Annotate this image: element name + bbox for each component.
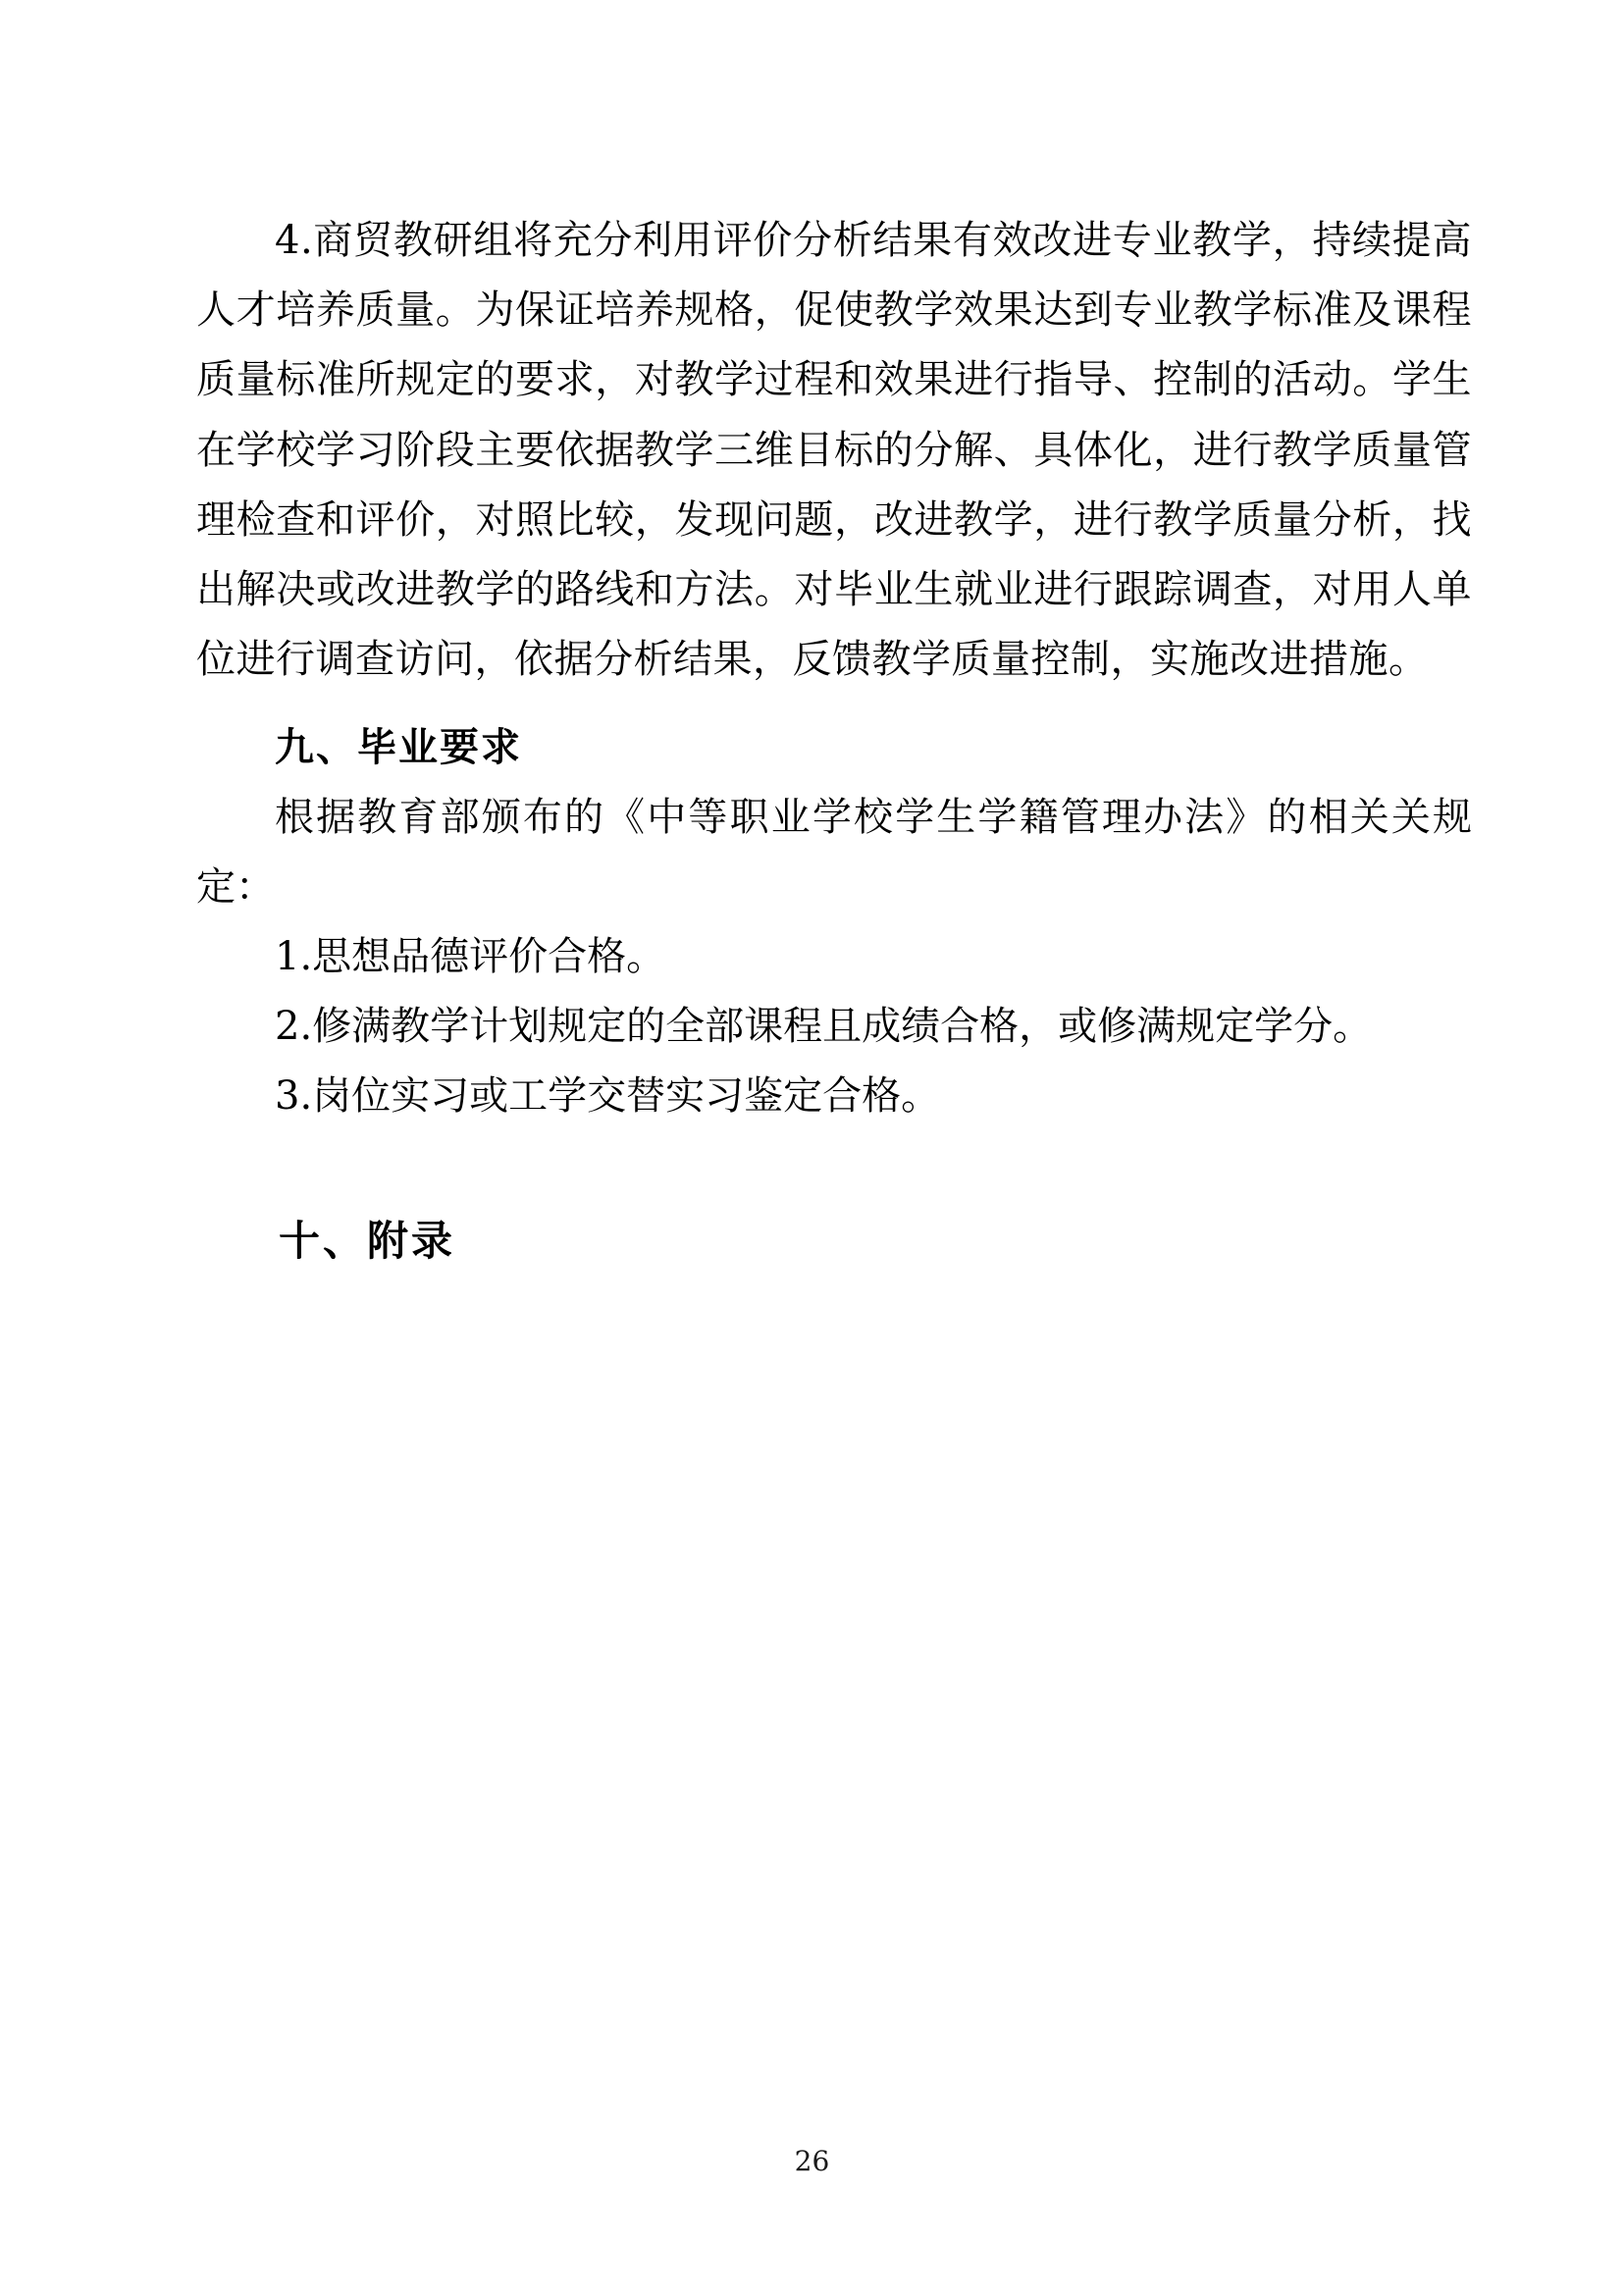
page-number: 26	[794, 2145, 830, 2177]
list-item: 2.修满教学计划规定的全部课程且成绩合格，或修满规定学分。	[275, 1004, 1373, 1050]
list-item: 1.思想品德评价合格。	[275, 933, 666, 979]
list-item: 3.岗位实习或工学交替实习鉴定合格。	[275, 1073, 941, 1120]
section-heading-appendix: 十、附录	[279, 1217, 456, 1266]
paragraph-quality-improvement: 4.商贸教研组将充分利用评价分析结果有效改进专业教学，持续提高人才培养质量。为保证培养规格，促使教学效果达到专业教学标准及课程质量标准所规定的要求，对教学过程和效果进行指导、控制的活动。学生在学校学习阶段主要依据教学三维目标的分解、具体化，进行教学质量管理检查和评价，对照比较，发现问题，改进教学，进行教学质量分析，找出解决或改进教学的路线和方法。对毕业生就业进行跟踪调查，对用人单位进行调查访问，依据分析结果，反馈教学质量控制，实施改进措施。	[196, 218, 1472, 683]
section-heading-graduation-requirements: 九、毕业要求	[275, 724, 522, 771]
page-content	[196, 206, 1472, 1278]
graduation-requirements-list	[196, 922, 1472, 1132]
graduation-intro-text: 根据教育部颁布的《中等职业学校学生学籍管理办法》的相关关规定：	[196, 794, 1472, 910]
